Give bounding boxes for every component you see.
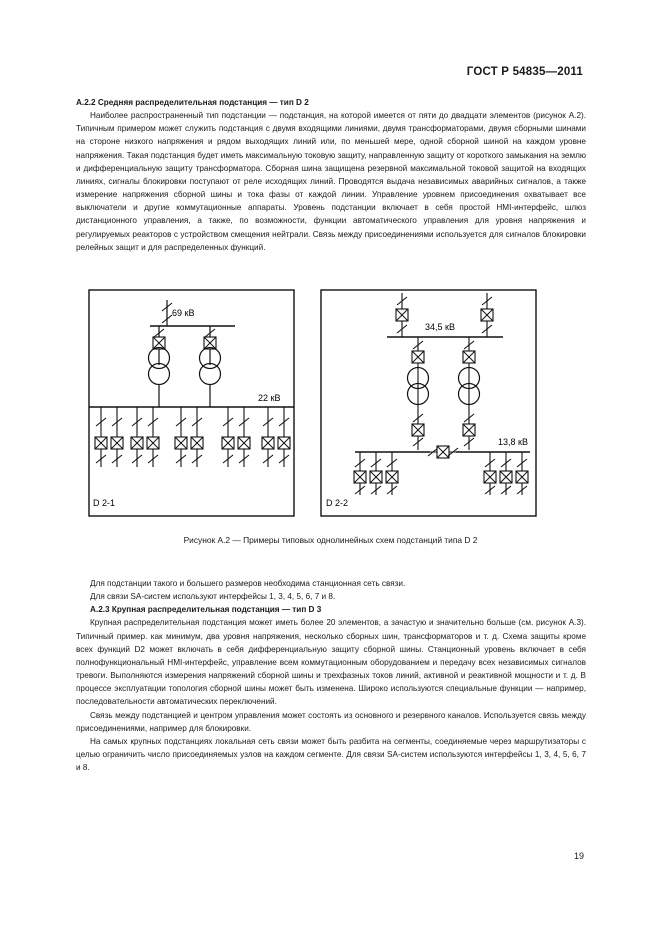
- voltage-label-138kv: 13,8 кВ: [498, 437, 528, 447]
- section-heading: А.2.2 Средняя распределительная подстанция — тип D 2: [76, 98, 309, 107]
- diagram-label-d2-2: D 2-2: [326, 498, 349, 508]
- after-figure-line-1: Для подстанции такого и большего размеров необходима станционная сеть связи.: [90, 579, 406, 588]
- document-header: ГОСТ Р 54835—2011: [466, 66, 583, 78]
- section-heading: А.2.3 Крупная распределительная подстанция — тип D 3: [90, 605, 322, 615]
- voltage-label-22kv: 22 кВ: [258, 393, 281, 403]
- paragraph: Крупная распределительная подстанция может иметь более 20 элементов, а зачастую и значительно больше (см. рисунок А.3). Типичный пример. как минимум, два уровня напряжения, несколько сборных шин, трансформаторов и т. д. Схема защиты кроме всех функций D2 может включать в себя дифференциальную защиту сборной шины. Станционный уровень включает в себя полнофункциональный HMI-интерфейс, управление всем коммутационным оборудованием и передачу всех независимых сигналов тревоги. Выполняются измерения напряжений сборной шины и трехфазных токов линий, активной и реактивной мощности и т. д. В процессе эксплуатации топология сборной шины может быть изменена. Широко используются специальные функции — например, последовательности автоматических переключений.: [76, 618, 586, 707]
- paragraph: Наиболее распространенный тип подстанции — подстанция, на которой имеется от пяти до двадцати элементов (рисунок А.2). Типичным примером может служить подстанция с двумя входящими линиями, двумя трансформаторами, двумя сборными шинами на стороне низкого напряжения и рядом выходящих линий или, по меньшей мере, одной сборной шиной на каждом уровне напряжения. Такая подстанция будет иметь максимальную токовую защиту, направленную защиту от короткого замыкания на землю и дифференциальную защиту трансформатора. Сборная шина защищена резервной максимальной токовой защитой на входящих линиях, сигналы блокировки поступают от реле исходящих линий. Проводятся выдача независимых аварийных сигналов, а также измерение напряжения сборной шины и тока фазы от каждой линии. Управление уровнем присоединения охватывает все выключатели и другие коммутационные аппараты. Уровень подстанции включает в себя простой HMI-интерфейс, шлюз дистанционного управления, а также, по возможности, функции автоматического управления для уровня напряжения и регулируемых реакторов с устройством смещения нейтрали. Связь между присоединениями используется для сигналов блокировки релейных защит и для распределенных функций.: [76, 111, 586, 252]
- after-figure-line-2: Для связи SA-систем используют интерфейсы 1, 3, 4, 5, 6, 7 и 8.: [90, 592, 336, 602]
- voltage-label-345kv: 34,5 кВ: [425, 322, 455, 332]
- section-a22: [76, 96, 586, 254]
- figure-a2: [0, 285, 661, 525]
- paragraph: На самых крупных подстанциях локальная сеть связи может быть разбита на сегменты, соединяемые через маршрутизаторы с целью ограничить число присоединяемых узлов на каждом сегменте. Для связи SA-систем используются интерфейсы 1, 3, 4, 5, 6, 7 и 8.: [76, 736, 586, 773]
- diagram-d2-2: [321, 290, 536, 516]
- figure-caption: Рисунок А.2 — Примеры типовых однолинейных схем подстанций типа D 2: [183, 535, 478, 545]
- page-number: 19: [574, 851, 585, 861]
- paragraph: Связь между подстанцией и центром управления может состоять из основного и резервного каналов. Используется связь между присоединениями, например для блокировки.: [76, 710, 586, 733]
- section-a23: [76, 577, 586, 774]
- diagram-label-d2-1: D 2-1: [93, 498, 116, 508]
- diagram-d2-1: [89, 290, 294, 516]
- voltage-label-69kv: 69 кВ: [172, 308, 195, 318]
